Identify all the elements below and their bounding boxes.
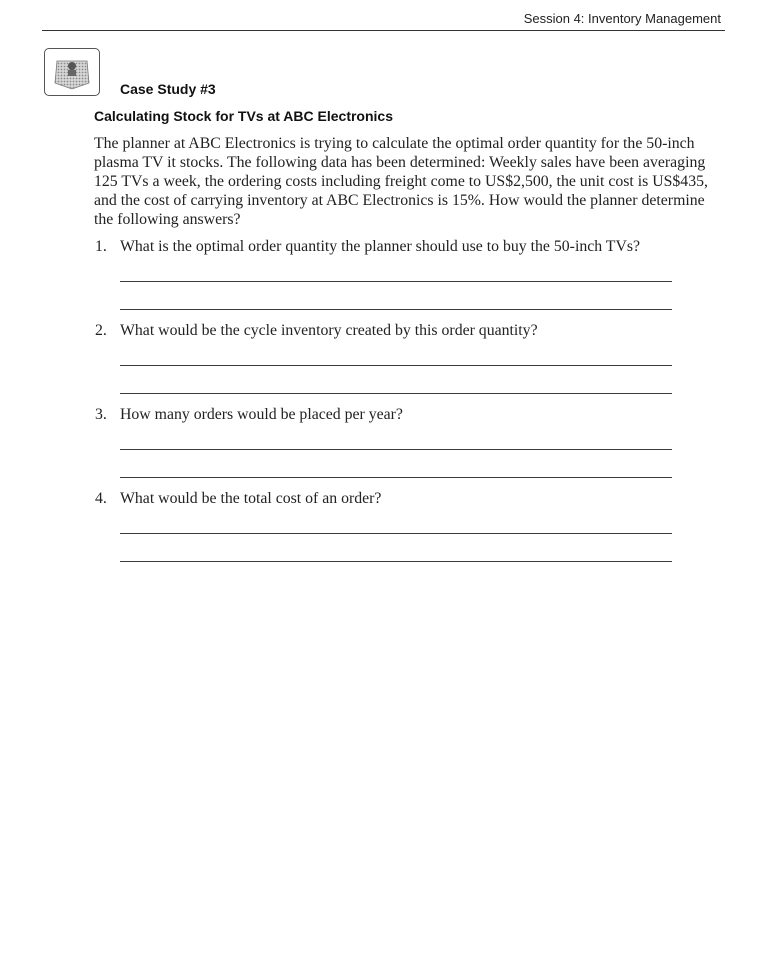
header-divider [42,30,725,31]
question-1-answer-line-2[interactable] [120,309,672,310]
question-3-answer-line-1[interactable] [120,449,672,450]
case-study-label: Case Study #3 [120,81,216,97]
question-3-answer-line-2[interactable] [120,477,672,478]
question-2-answer-line-1[interactable] [120,365,672,366]
case-study-icon [44,48,100,96]
question-3-number: 3. [95,406,107,423]
question-2-text: What would be the cycle inventory created by this order quantity? [120,322,538,339]
briefcase-icon [51,53,93,91]
question-4-number: 4. [95,490,107,507]
session-header: Session 4: Inventory Management [523,11,721,26]
question-4-answer-line-2[interactable] [120,561,672,562]
question-2-number: 2. [95,322,107,339]
question-2-answer-line-2[interactable] [120,393,672,394]
question-1-text: What is the optimal order quantity the planner should use to buy the 50-inch TVs? [120,238,641,255]
case-study-title: Calculating Stock for TVs at ABC Electronics [94,108,393,124]
question-3-text: How many orders would be placed per year? [120,406,403,423]
question-4-text: What would be the total cost of an order? [120,490,382,507]
question-4-answer-line-1[interactable] [120,533,672,534]
question-1-answer-line-1[interactable] [120,281,672,282]
case-intro-paragraph: The planner at ABC Electronics is trying to calculate the optimal order quantity for the 50-inch plasma TV it stocks. The following data has been determined: Weekly sales have been averaging 125 TVs a week, the ordering costs including freight come to US$2,500, the unit cost is US$435, and the cost of carrying inventory at ABC Electronics is 15%. How would the planner determine the following answers? [94,135,708,228]
question-1-number: 1. [95,238,107,255]
